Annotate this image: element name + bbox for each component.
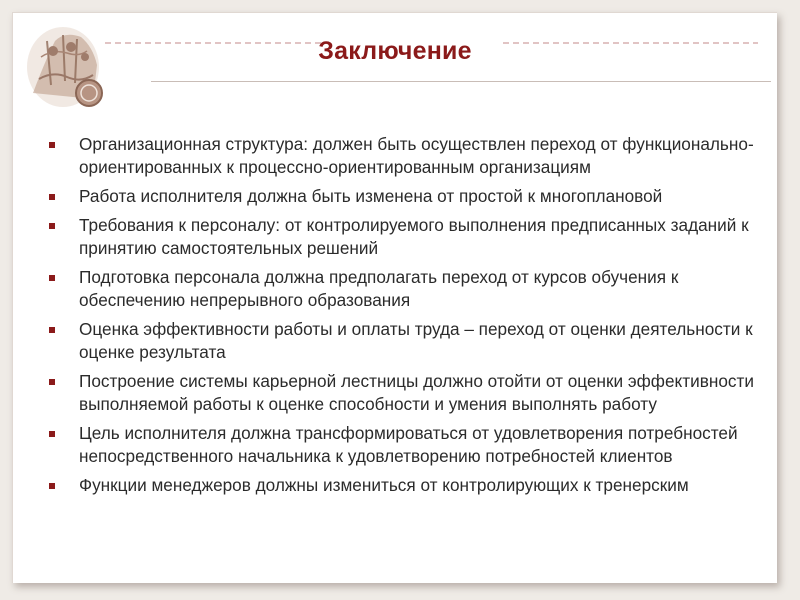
bullet-item xyxy=(43,318,763,364)
square-bullet-icon xyxy=(49,483,55,489)
square-bullet-icon xyxy=(49,327,55,333)
bullet-item xyxy=(43,185,763,208)
title-divider xyxy=(151,81,771,82)
bullet-item xyxy=(43,266,763,312)
bullet-item xyxy=(43,422,763,468)
square-bullet-icon xyxy=(49,379,55,385)
engraving-emblem-icon xyxy=(23,21,113,113)
square-bullet-icon xyxy=(49,142,55,148)
bullet-text: Подготовка персонала должна предполагать переход от курсов обучения к обеспечению непрерывного образования xyxy=(79,267,679,310)
bullet-item xyxy=(43,474,763,497)
bullet-text: Построение системы карьерной лестницы должно отойти от оценки эффективности выполняемой работы к оценке способности и умения выполнять работу xyxy=(79,371,754,414)
slide xyxy=(12,12,777,583)
slide-title: Заключение xyxy=(318,37,472,65)
bullet-item xyxy=(43,133,763,179)
square-bullet-icon xyxy=(49,431,55,437)
bullet-text: Оценка эффективности работы и оплаты труда – переход от оценки деятельности к оценке результата xyxy=(79,319,753,362)
bullet-text: Работа исполнителя должна быть изменена от простой к многоплановой xyxy=(79,186,663,206)
bullet-text: Организационная структура: должен быть осуществлен переход от функционально-ориентированных к процессно-ориентированным организациям xyxy=(79,134,754,177)
bullet-item xyxy=(43,370,763,416)
bullet-list xyxy=(43,133,763,503)
bullet-text: Функции менеджеров должны измениться от контролирующих к тренерским xyxy=(79,475,689,495)
bullet-text: Требования к персоналу: от контролируемого выполнения предписанных заданий к принятию самостоятельных решений xyxy=(79,215,749,258)
square-bullet-icon xyxy=(49,275,55,281)
square-bullet-icon xyxy=(49,223,55,229)
bullet-text: Цель исполнителя должна трансформироваться от удовлетворения потребностей непосредственного начальника к удовлетворению потребностей клиентов xyxy=(79,423,738,466)
square-bullet-icon xyxy=(49,194,55,200)
bullet-item xyxy=(43,214,763,260)
